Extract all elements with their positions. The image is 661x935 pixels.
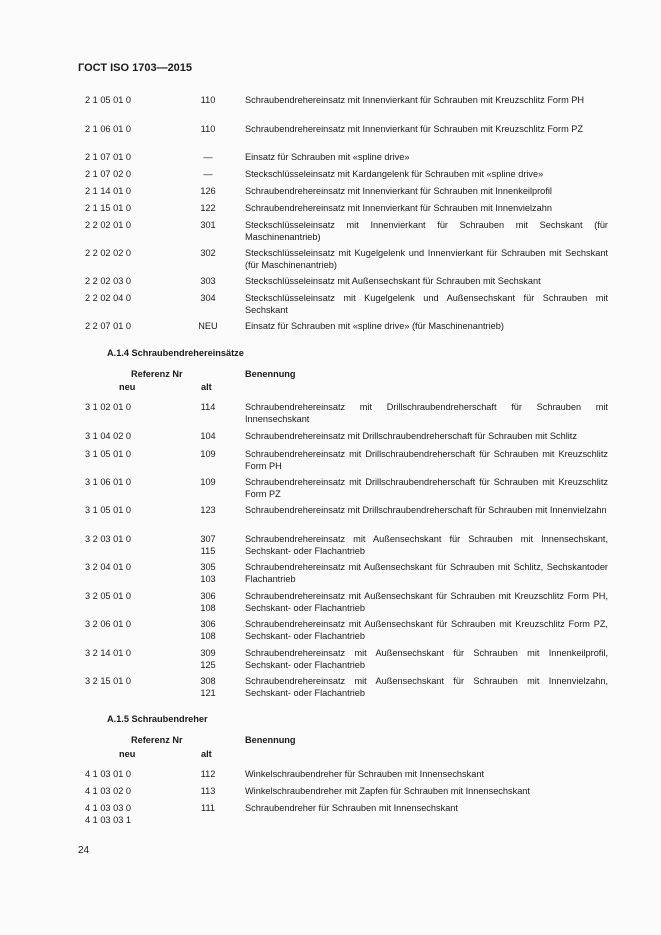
ref-neu: 2 1 14 01 0 bbox=[85, 186, 131, 196]
ref-alt: 126 bbox=[200, 186, 216, 196]
page-header: ГОСТ ISO 1703—2015 bbox=[78, 62, 193, 74]
ref-alt: 113 bbox=[200, 786, 216, 796]
designation: Schraubendrehereinsatz mit Innenvierkant für Schrauben mit Kreuzschlitz Form PZ bbox=[245, 124, 584, 134]
ref-neu: 3 1 04 02 0 bbox=[85, 431, 131, 441]
ref-neu: 3 1 06 01 0 bbox=[85, 477, 131, 487]
designation: Steckschlüsseleinsatz mit Außensechskant für Schrauben mit Sechskant bbox=[245, 276, 541, 286]
column-header-benennung: Benennung bbox=[245, 735, 296, 745]
designation: Steckschlüsseleinsatz mit Kugelgelenk und Innenvierkant für Schrauben mit Sechskant (für Maschinenantrieb) bbox=[245, 248, 608, 270]
designation: Schraubendrehereinsatz mit Innenvierkant für Schrauben mit Innenvielzahn bbox=[245, 203, 552, 213]
designation: Schraubendrehereinsatz mit Drillschraubendreherschaft für Schrauben mit Innensechskant bbox=[245, 402, 608, 424]
designation: Schraubendrehereinsatz mit Außensechskant für Schrauben mit Innensechskant, Sechskant- oder Flachantrieb bbox=[245, 534, 608, 556]
ref-neu: 3 2 05 01 0 bbox=[85, 591, 131, 601]
column-header-neu: neu bbox=[119, 382, 136, 392]
ref-neu: 2 1 07 01 0 bbox=[85, 152, 131, 162]
ref-alt: 109 bbox=[200, 477, 216, 487]
ref-neu: 2 2 07 01 0 bbox=[85, 321, 131, 331]
ref-neu: 2 1 15 01 0 bbox=[85, 203, 131, 213]
ref-alt: NEU bbox=[198, 321, 218, 331]
designation: Schraubendrehereinsatz mit Außensechskant für Schrauben mit Innenvielzahn, Sechskant- oder Flachantrieb bbox=[245, 676, 608, 698]
designation: Schraubendrehereinsatz mit Innenvierkant für Schrauben mit Kreuzschlitz Form PH bbox=[245, 95, 585, 105]
ref-alt: 104 bbox=[200, 431, 216, 441]
ref-neu: 3 1 05 01 0 bbox=[85, 449, 131, 459]
ref-alt: 112 bbox=[200, 769, 216, 779]
ref-neu: 2 1 06 01 0 bbox=[85, 124, 131, 134]
ref-alt: 111 bbox=[201, 803, 215, 813]
ref-alt: 110 bbox=[200, 95, 216, 105]
ref-alt: 309 125 bbox=[200, 648, 216, 670]
ref-neu: 4 1 03 01 0 bbox=[85, 769, 131, 779]
ref-alt: 306 108 bbox=[200, 619, 216, 641]
ref-alt: 302 bbox=[200, 248, 216, 258]
ref-neu: 2 2 02 03 0 bbox=[85, 276, 131, 286]
column-header-referenz: Referenz Nr bbox=[131, 369, 183, 379]
ref-neu: 3 2 06 01 0 bbox=[85, 619, 131, 629]
designation: Schraubendrehereinsatz mit Außensechskant für Schrauben mit Kreuzschlitz Form PZ, Sechskant- oder Flachantrieb bbox=[245, 619, 608, 641]
designation: Schraubendrehereinsatz mit Drillschraubendreherschaft für Schrauben mit Innenvielzahn bbox=[245, 505, 607, 515]
ref-neu: 3 1 05 01 0 bbox=[85, 505, 131, 515]
ref-neu: 3 2 04 01 0 bbox=[85, 562, 131, 572]
designation: Schraubendrehereinsatz mit Drillschraubendreherschaft für Schrauben mit Kreuzschlitz Form PZ bbox=[245, 477, 608, 499]
ref-neu: 2 2 02 02 0 bbox=[85, 248, 131, 258]
ref-neu: 4 1 03 02 0 bbox=[85, 786, 131, 796]
ref-alt: 304 bbox=[200, 293, 216, 303]
column-header-alt: alt bbox=[201, 382, 212, 392]
ref-alt: 110 bbox=[200, 124, 216, 134]
ref-neu: 3 2 14 01 0 bbox=[85, 648, 131, 658]
designation: Schraubendrehereinsatz mit Drillschraubendreherschaft für Schrauben mit Schlitz bbox=[245, 431, 577, 441]
ref-neu: 3 1 02 01 0 bbox=[85, 402, 131, 412]
designation: Schraubendrehereinsatz mit Innenvierkant für Schrauben mit Innenkeilprofil bbox=[245, 186, 552, 196]
ref-neu: 2 1 07 02 0 bbox=[85, 169, 131, 179]
designation: Winkelschraubendreher für Schrauben mit Innensechskant bbox=[245, 769, 485, 779]
ref-alt: — bbox=[203, 169, 213, 179]
ref-alt: 122 bbox=[200, 203, 216, 213]
ref-neu: 3 2 15 01 0 bbox=[85, 676, 131, 686]
ref-alt: 109 bbox=[200, 449, 216, 459]
ref-alt: 308 121 bbox=[200, 676, 216, 698]
page-number: 24 bbox=[78, 845, 90, 856]
ref-neu: 4 1 03 03 0 4 1 03 03 1 bbox=[85, 803, 131, 825]
column-header-alt: alt bbox=[201, 749, 212, 759]
designation: Schraubendrehereinsatz mit Außensechskant für Schrauben mit Schlitz, Sechskantoder Flachantrieb bbox=[245, 562, 608, 584]
designation: Einsatz für Schrauben mit «spline drive» bbox=[245, 152, 410, 162]
section-title-a15: A.1.5 Schraubendreher bbox=[107, 714, 208, 724]
column-header-benennung: Benennung bbox=[245, 369, 296, 379]
ref-alt: — bbox=[203, 152, 213, 162]
designation: Schraubendrehereinsatz mit Außensechskant für Schrauben mit Innenkeilprofil, Sechskant- oder Flachantrieb bbox=[245, 648, 608, 670]
designation: Steckschlüsseleinsatz mit Innenvierkant für Schrauben mit Sechskant (für Maschinenantrieb) bbox=[245, 220, 608, 242]
designation: Schraubendrehereinsatz mit Drillschraubendreherschaft für Schrauben mit Kreuzschlitz Form PH bbox=[245, 449, 608, 471]
designation: Steckschlüsseleinsatz mit Kugelgelenk und Außensechskant für Schrauben mit Sechskant bbox=[245, 293, 608, 315]
designation: Einsatz für Schrauben mit «spline drive» (für Maschinenantrieb) bbox=[245, 321, 504, 331]
designation: Steckschlüsseleinsatz mit Kardangelenk für Schrauben mit «spline drive» bbox=[245, 169, 544, 179]
ref-alt: 123 bbox=[200, 505, 216, 515]
column-header-neu: neu bbox=[119, 749, 136, 759]
designation: Schraubendrehereinsatz mit Außensechskant für Schrauben mit Kreuzschlitz Form PH, Sechskant- oder Flachantrieb bbox=[245, 591, 608, 613]
ref-alt: 306 108 bbox=[200, 591, 216, 613]
column-header-referenz: Referenz Nr bbox=[131, 735, 183, 745]
ref-neu: 3 2 03 01 0 bbox=[85, 534, 131, 544]
ref-alt: 114 bbox=[200, 402, 216, 412]
ref-neu: 2 2 02 04 0 bbox=[85, 293, 131, 303]
ref-alt: 301 bbox=[200, 220, 216, 230]
designation: Winkelschraubendreher mit Zapfen für Schrauben mit Innensechskant bbox=[245, 786, 530, 796]
ref-alt: 303 bbox=[200, 276, 216, 286]
ref-neu: 2 2 02 01 0 bbox=[85, 220, 131, 230]
section-title-a14: A.1.4 Schraubendrehereinsätze bbox=[107, 348, 244, 358]
designation: Schraubendreher für Schrauben mit Innensechskant bbox=[245, 803, 458, 813]
ref-alt: 305 103 bbox=[200, 562, 216, 584]
ref-neu: 2 1 05 01 0 bbox=[85, 95, 131, 105]
ref-alt: 307 115 bbox=[200, 534, 216, 556]
